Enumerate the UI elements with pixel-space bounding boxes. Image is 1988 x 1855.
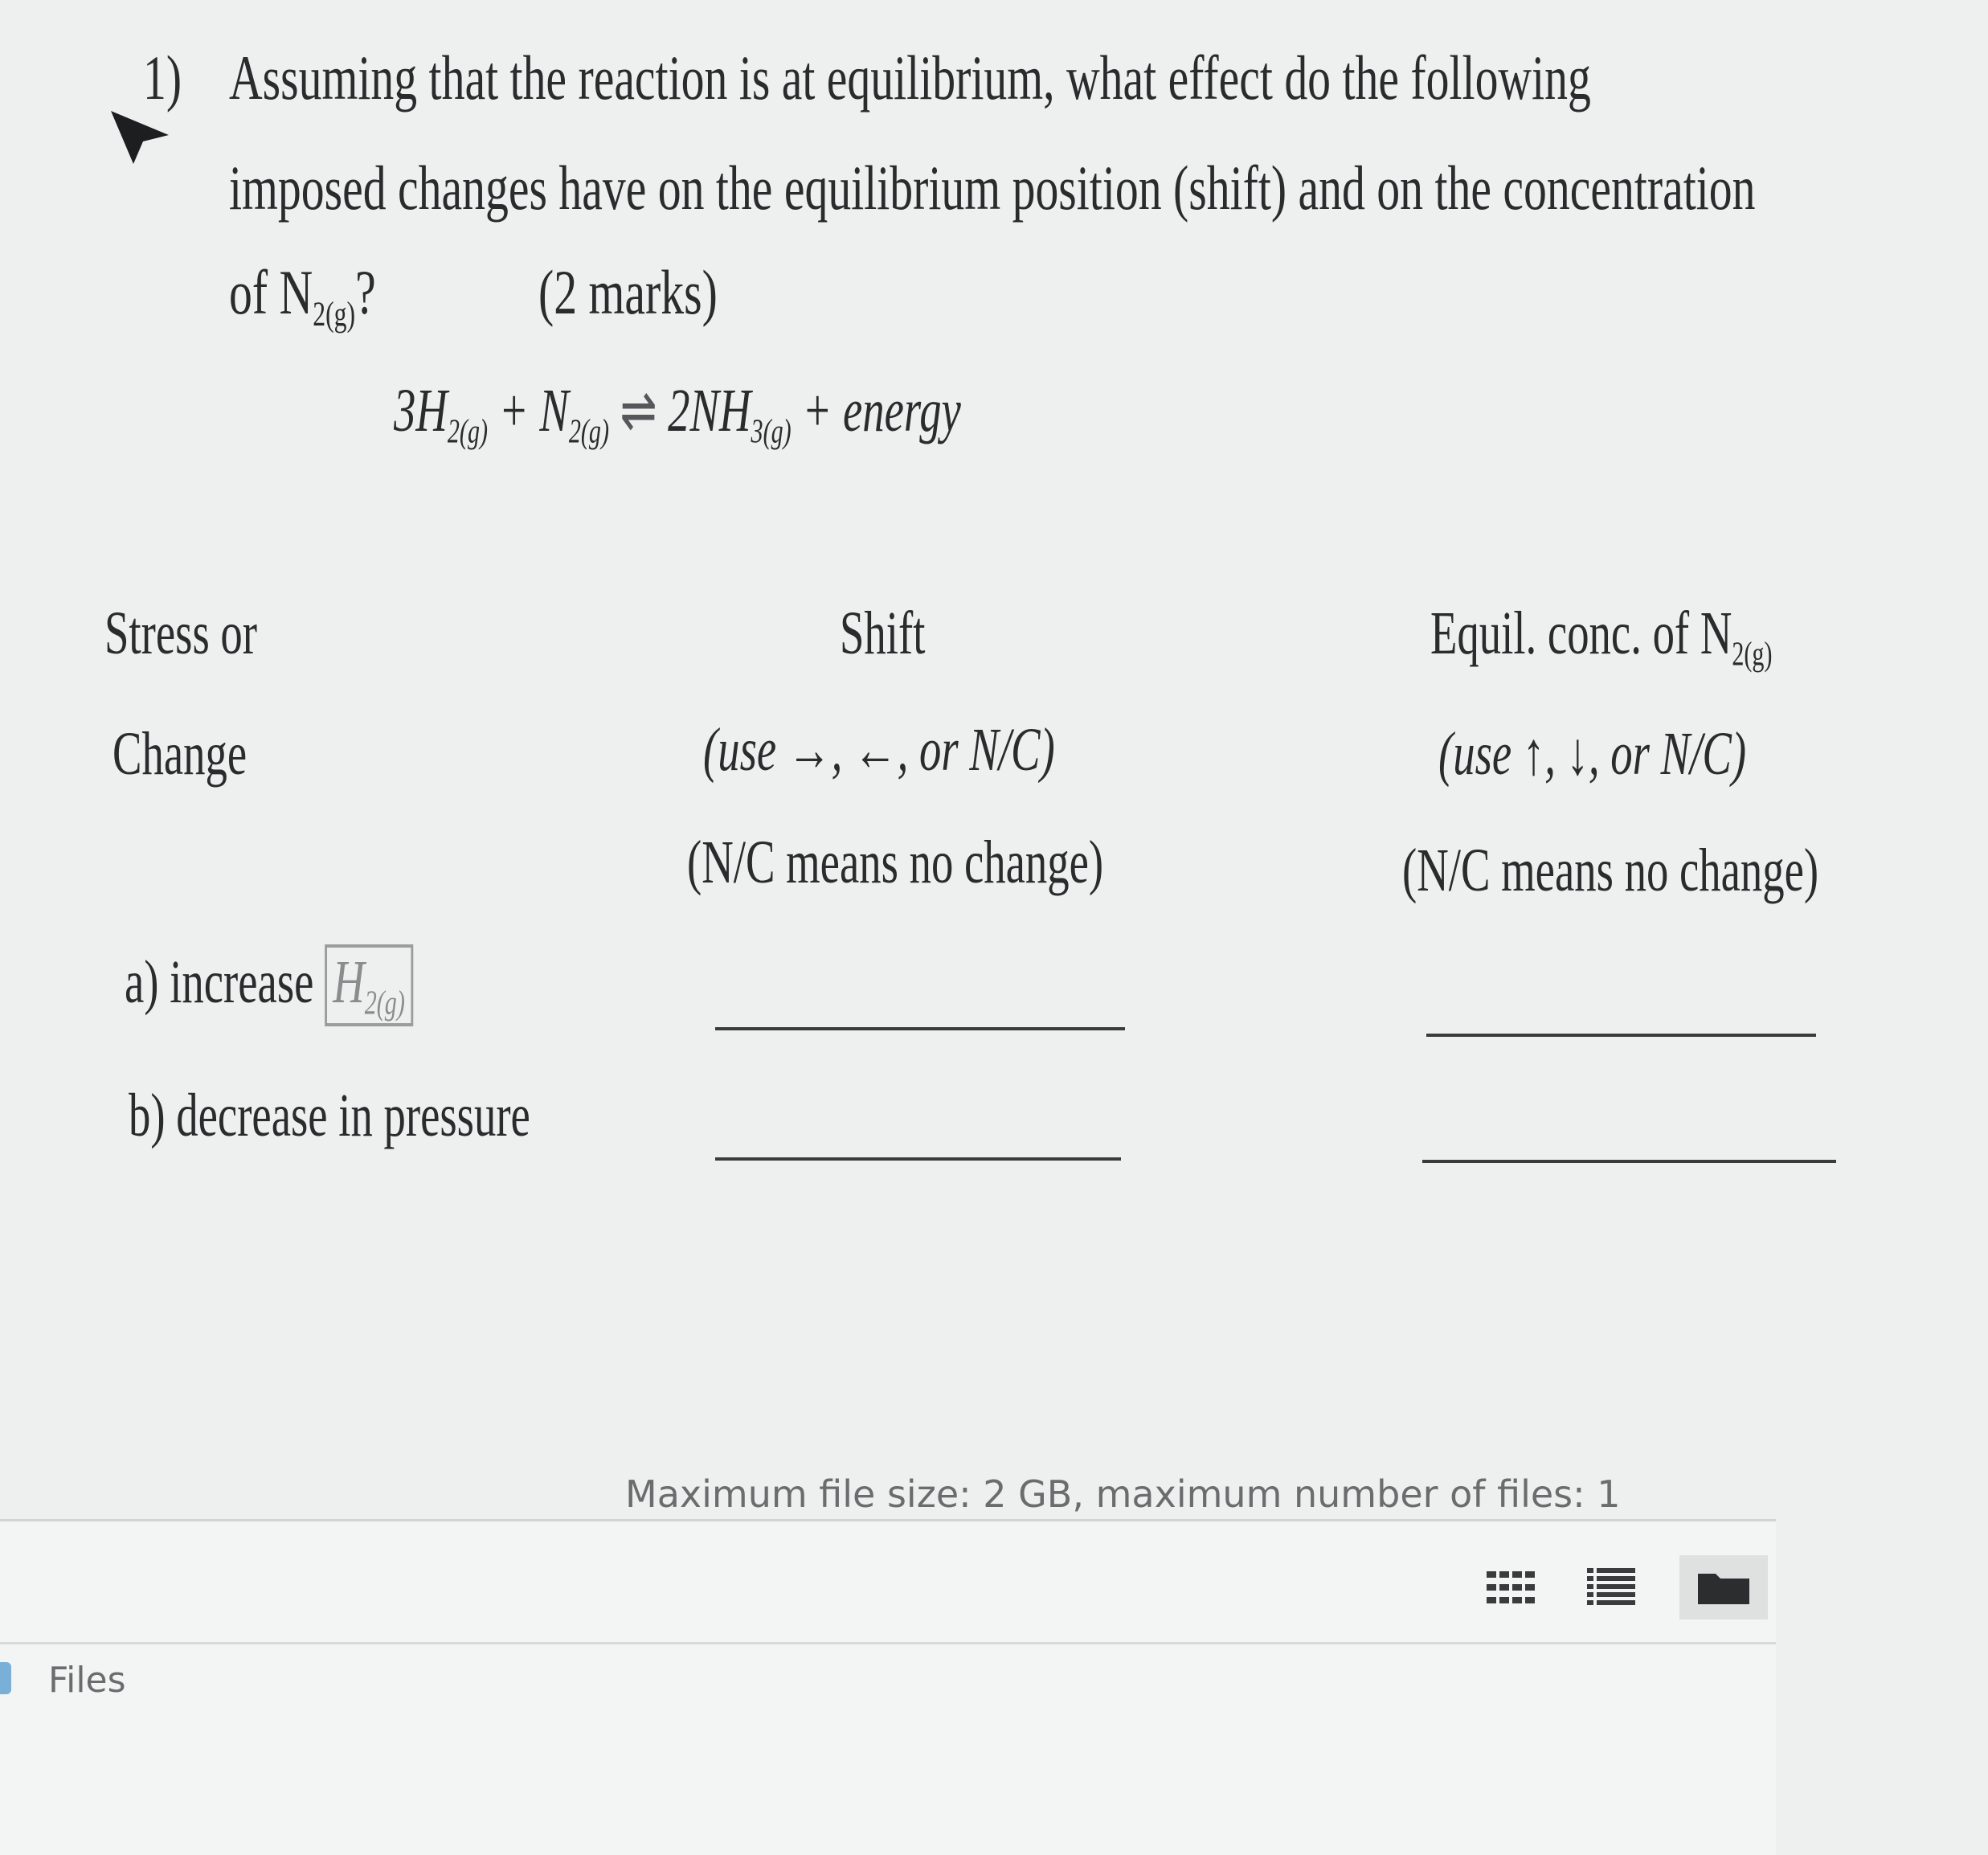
question-line-3-suffix: ? [355, 257, 376, 327]
row-a-species: H [333, 948, 365, 1016]
eq-equilibrium-arrow: ⇌ [620, 377, 657, 444]
grid-view-button[interactable] [1479, 1559, 1543, 1615]
folder-view-button[interactable] [1679, 1555, 1768, 1620]
folder-icon [1696, 1569, 1751, 1606]
eq-nh3: 2NH [668, 377, 751, 444]
eq-n2: N [539, 377, 569, 444]
list-view-icon [1585, 1566, 1637, 1608]
header-shift-line-3: (N/C means no change) [687, 829, 1104, 896]
header-conc-line-2: (use ↑, ↓, or N/C) [1438, 720, 1747, 788]
eq-energy: energy [842, 377, 961, 444]
eq-n2-subscript: 2(g) [568, 413, 609, 451]
header-stress-line-1: Stress or [104, 600, 258, 667]
row-b-shift-answer-blank[interactable] [715, 1157, 1121, 1161]
row-a-shift-answer-blank[interactable] [715, 1027, 1125, 1030]
row-a-conc-answer-blank[interactable] [1426, 1034, 1816, 1037]
upload-limits-text: Maximum file size: 2 GB, maximum number of files: 1 [625, 1472, 1621, 1516]
mouse-cursor-icon [104, 104, 177, 169]
question-line-3-subscript: 2(g) [313, 296, 356, 334]
header-conc-subscript: 2(g) [1732, 636, 1773, 674]
question-marks: (2 marks) [538, 257, 718, 327]
row-a-prefix: a) increase [125, 948, 314, 1016]
question-line-3-prefix: of N [229, 257, 313, 327]
header-shift-line-2: (use →, ←, or N/C) [703, 716, 1055, 784]
eq-plus-1: + [498, 377, 529, 444]
header-conc-line-3: (N/C means no change) [1402, 837, 1819, 904]
grid-view-icon [1485, 1568, 1536, 1607]
eq-nh3-subscript: 3(g) [751, 413, 792, 451]
list-view-button[interactable] [1579, 1559, 1643, 1615]
question-line-2: imposed changes have on the equilibrium position (shift) and on the concentration [229, 153, 1756, 223]
question-number: 1) [143, 43, 182, 113]
header-conc-prefix: Equil. conc. of N [1430, 600, 1732, 667]
files-label-marker [0, 1662, 11, 1694]
reaction-equation [394, 374, 961, 452]
header-stress-line-2: Change [112, 720, 247, 788]
row-b-conc-answer-blank[interactable] [1422, 1160, 1836, 1163]
row-a-concentration-bracket [325, 944, 413, 1026]
header-shift-line-1: Shift [840, 600, 926, 667]
row-a-species-subscript: 2(g) [364, 985, 405, 1022]
row-a-label [125, 944, 413, 1026]
question-line-3 [229, 257, 376, 334]
row-b-label: b) decrease in pressure [129, 1082, 530, 1149]
eq-h2-subscript: 2(g) [447, 413, 489, 451]
eq-h2: 3H [394, 377, 448, 444]
files-label: Files [48, 1660, 126, 1701]
question-line-1: Assuming that the reaction is at equilibrium, what effect do the following [229, 43, 1591, 113]
header-conc-line-1 [1430, 599, 1772, 674]
eq-plus-2: + [802, 377, 832, 444]
